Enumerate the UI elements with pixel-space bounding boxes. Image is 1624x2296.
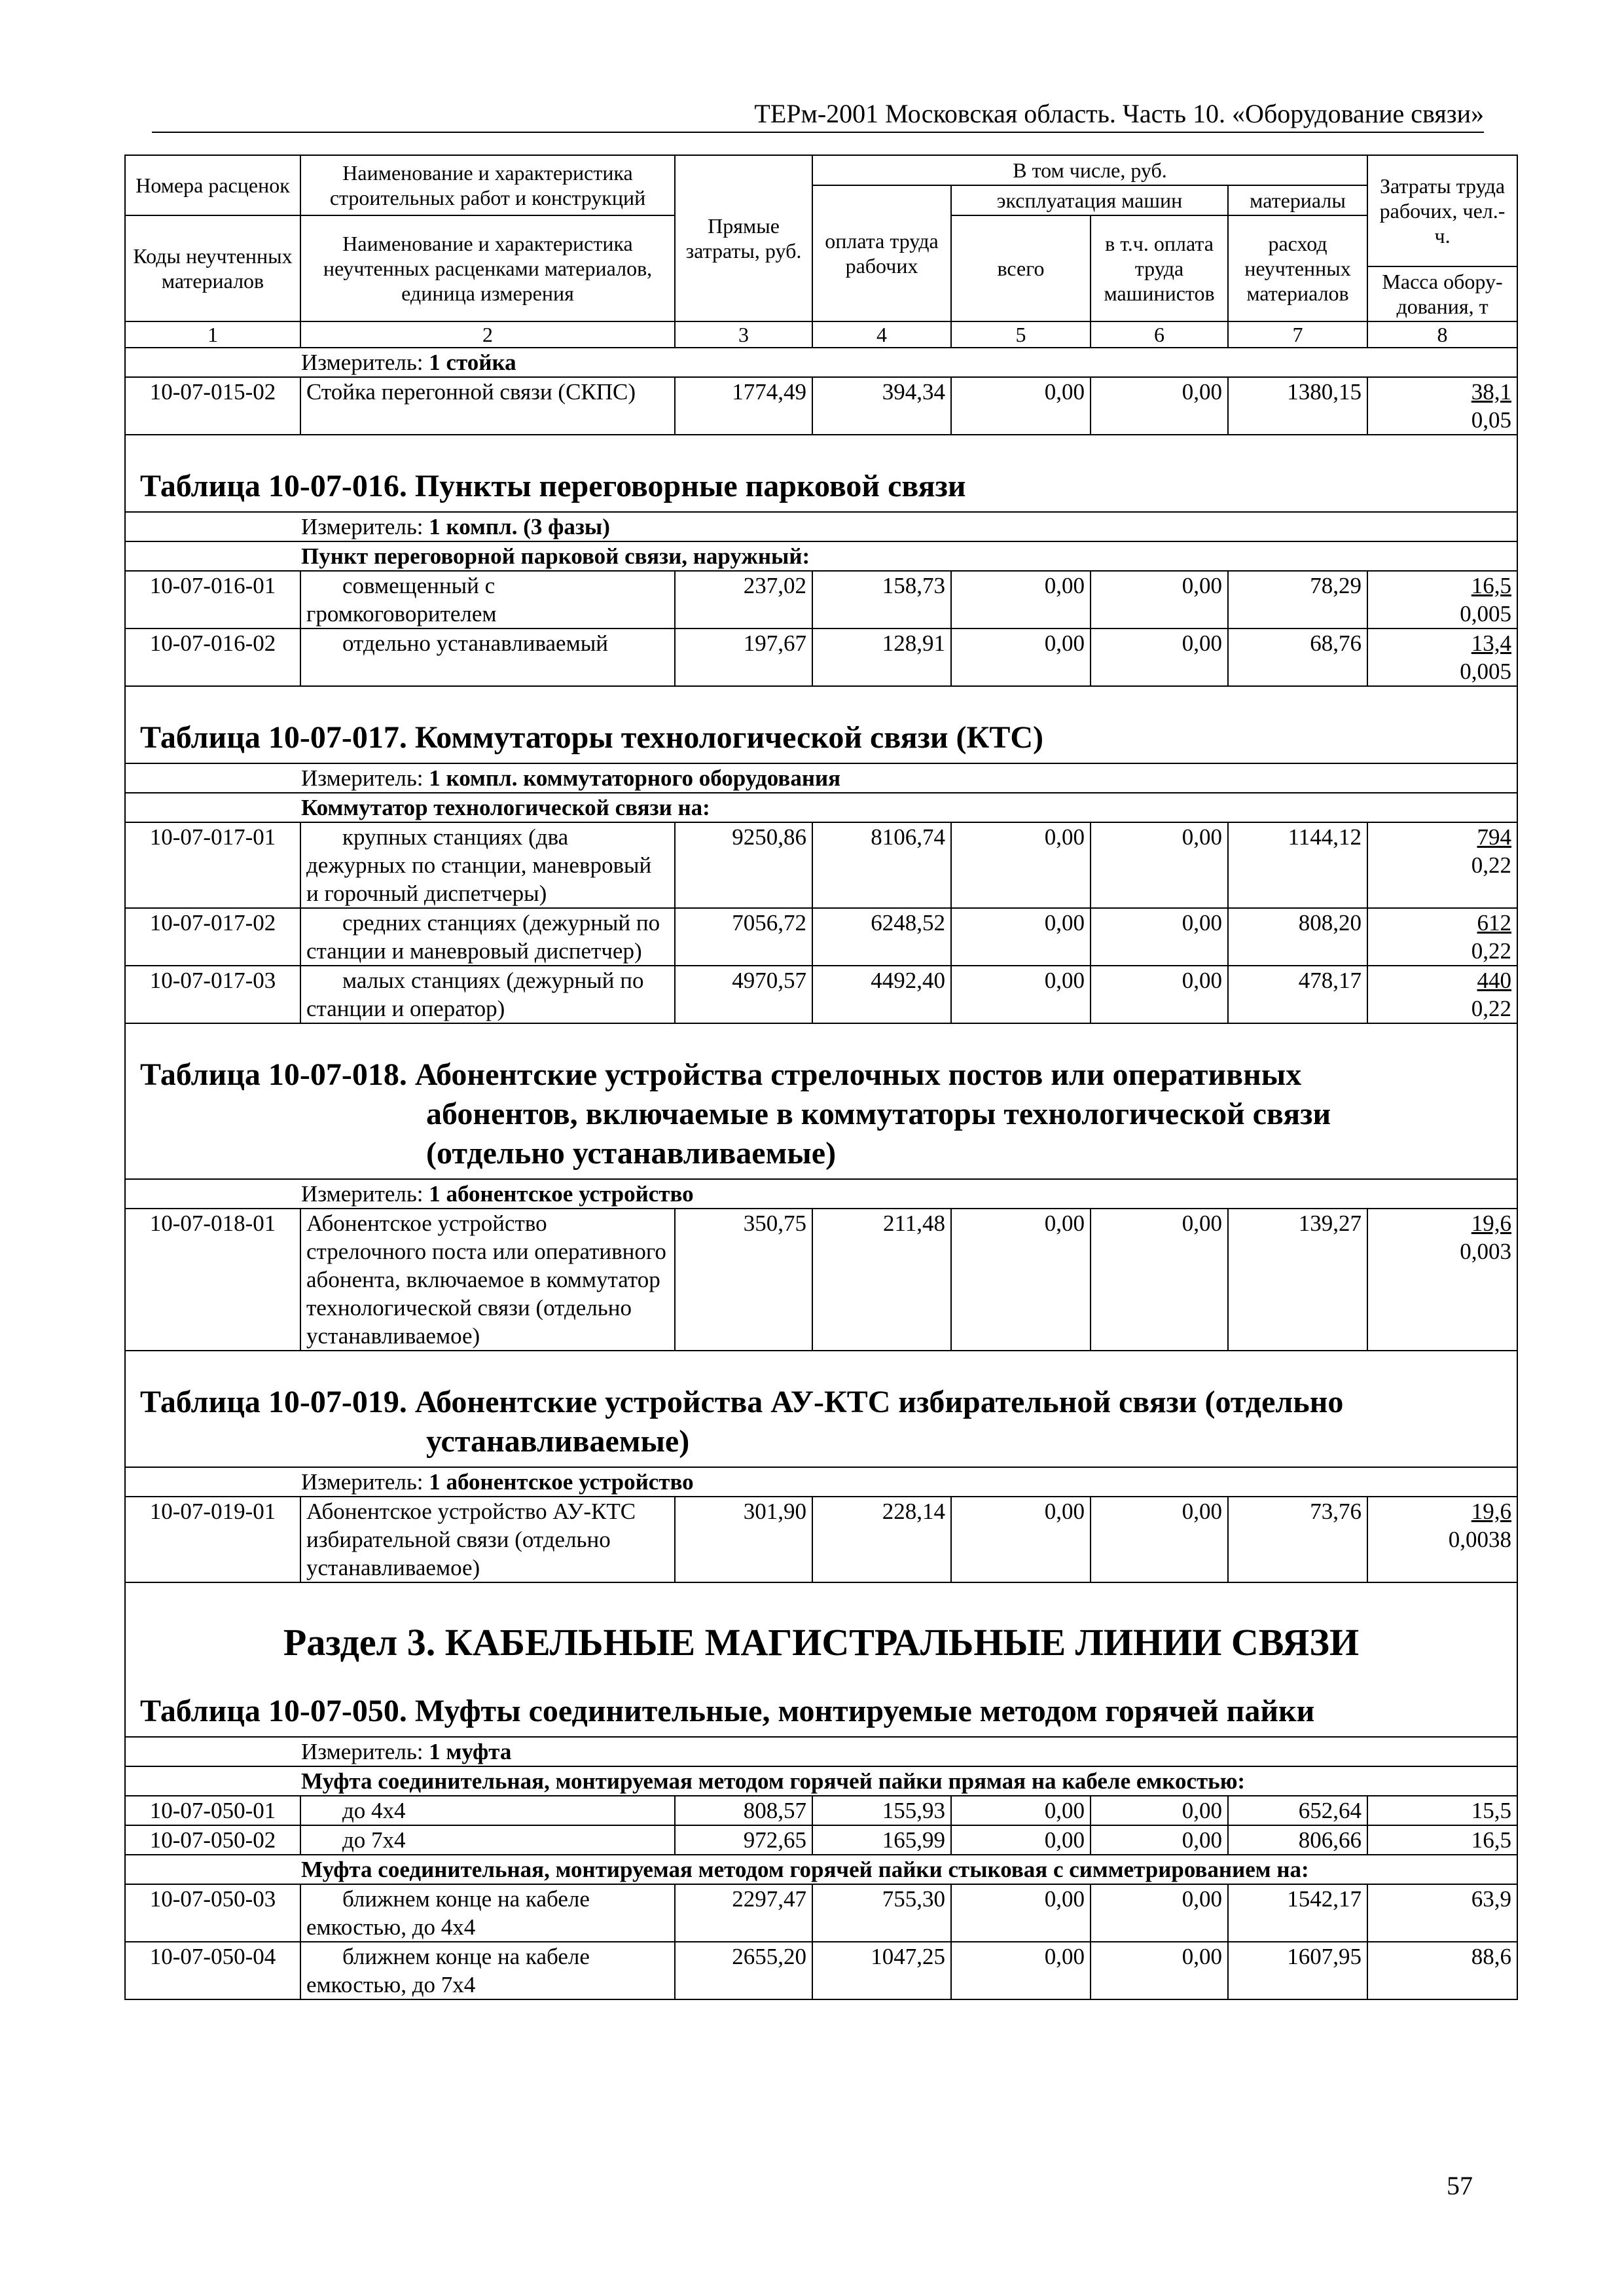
direct-cost: 350,75 bbox=[675, 1209, 812, 1351]
labor-wage: 394,34 bbox=[812, 377, 951, 435]
unit-row bbox=[125, 1467, 1517, 1497]
column-number: 4 bbox=[812, 321, 951, 348]
machines-total: 0,00 bbox=[951, 1825, 1091, 1855]
machines-total: 0,00 bbox=[951, 966, 1091, 1023]
labor-cost-header: Затраты труда рабочих, чел.-ч. bbox=[1367, 155, 1517, 266]
group-title: Коммутатор технологической связи на: bbox=[125, 793, 1517, 822]
rate-name: Абонентское устройство АУ-КТС избирательной связи (отдельно устанавливаемое) bbox=[300, 1497, 675, 1582]
rate-name: средних станциях (дежурный по станции и маневровый диспетчер) bbox=[300, 908, 675, 966]
col1-bottom-header: Коды неучтенных материалов bbox=[125, 215, 300, 321]
direct-cost: 7056,72 bbox=[675, 908, 812, 966]
unit-row bbox=[125, 1179, 1517, 1209]
rates-document bbox=[124, 155, 1517, 2000]
labor-hours: 13,4 bbox=[1471, 630, 1512, 656]
materials-cost: 1607,95 bbox=[1228, 1942, 1367, 1999]
unit-value: 1 компл. коммутаторного оборудования bbox=[429, 765, 841, 791]
machines-total: 0,00 bbox=[951, 1209, 1091, 1351]
direct-cost: 237,02 bbox=[675, 571, 812, 629]
labor-hours: 38,1 bbox=[1471, 379, 1512, 405]
group-row bbox=[125, 541, 1517, 571]
labor-wage: 6248,52 bbox=[812, 908, 951, 966]
unit-value: 1 компл. (3 фазы) bbox=[429, 514, 610, 539]
table-title: Таблица 10-07-017. Коммутаторы технологической связи (КТС) bbox=[140, 720, 1043, 755]
unit-label: Измеритель: bbox=[301, 350, 424, 375]
machines-total: 0,00 bbox=[951, 1497, 1091, 1582]
direct-cost: 4970,57 bbox=[675, 966, 812, 1023]
machines-total-header: всего bbox=[951, 215, 1091, 321]
direct-cost: 1774,49 bbox=[675, 377, 812, 435]
labor-hours: 16,5 bbox=[1471, 573, 1512, 598]
including-header: В том числе, руб. bbox=[812, 155, 1367, 185]
rate-name: ближнем конце на кабеле емкостью, до 7x4 bbox=[300, 1942, 675, 1999]
labor-header: оплата труда рабочих bbox=[812, 185, 951, 321]
unit-value: 1 абонентское устройство bbox=[429, 1181, 694, 1207]
rate-code: 10-07-016-01 bbox=[125, 571, 300, 629]
machines-total: 0,00 bbox=[951, 908, 1091, 966]
machinists-wage: 0,00 bbox=[1091, 571, 1228, 629]
header-rule bbox=[152, 132, 1484, 133]
table-title-line: абонентов, включаемые в коммутаторы технологической связи bbox=[426, 1097, 1331, 1131]
column-number: 5 bbox=[951, 321, 1091, 348]
unit-label: Измеритель: bbox=[301, 1469, 424, 1495]
machines-total: 0,00 bbox=[951, 1884, 1091, 1942]
table-row bbox=[125, 822, 1517, 908]
equipment-mass: 0,003 bbox=[1460, 1239, 1512, 1264]
rate-code: 10-07-016-02 bbox=[125, 629, 300, 686]
column-number: 7 bbox=[1228, 321, 1367, 348]
table-row bbox=[125, 1942, 1517, 1999]
group-title: Муфта соединительная, монтируемая методом горячей пайки прямая на кабеле емкостью: bbox=[125, 1766, 1517, 1796]
col2-top-header: Наименование и характеристика строительных работ и конструкций bbox=[300, 155, 675, 215]
unit-value: 1 муфта bbox=[429, 1739, 512, 1764]
materials-cost: 806,66 bbox=[1228, 1825, 1367, 1855]
rate-name: до 7x4 bbox=[300, 1825, 675, 1855]
column-number: 3 bbox=[675, 321, 812, 348]
column-numbers-row bbox=[125, 321, 1517, 348]
col2-bottom-header: Наименование и характеристика неучтенных расценками материалов, единица измерения bbox=[300, 215, 675, 321]
equipment-mass: 0,005 bbox=[1460, 659, 1512, 684]
rate-code: 10-07-017-01 bbox=[125, 822, 300, 908]
machinists-wage: 0,00 bbox=[1091, 1796, 1228, 1825]
rate-name: отдельно устанавливаемый bbox=[300, 629, 675, 686]
group-title: Пункт переговорной парковой связи, наружный: bbox=[125, 541, 1517, 571]
unit-label: Измеритель: bbox=[301, 514, 424, 539]
machines-total: 0,00 bbox=[951, 629, 1091, 686]
rate-name: до 4x4 bbox=[300, 1796, 675, 1825]
labor-wage: 1047,25 bbox=[812, 1942, 951, 1999]
direct-cost: 301,90 bbox=[675, 1497, 812, 1582]
labor-wage: 155,93 bbox=[812, 1796, 951, 1825]
direct-cost: 9250,86 bbox=[675, 822, 812, 908]
rate-name: Абонентское устройство стрелочного поста или оперативного абонента, включаемое в коммутатор технологической связи (отдельно устанавливаемое) bbox=[300, 1209, 675, 1351]
labor-wage: 228,14 bbox=[812, 1497, 951, 1582]
materials-cost: 78,29 bbox=[1228, 571, 1367, 629]
unit-row bbox=[125, 512, 1517, 541]
equipment-mass: 0,22 bbox=[1471, 852, 1512, 878]
machines-total: 0,00 bbox=[951, 822, 1091, 908]
materials-cost: 478,17 bbox=[1228, 966, 1367, 1023]
direct-cost: 808,57 bbox=[675, 1796, 812, 1825]
unit-row bbox=[125, 1737, 1517, 1766]
rate-code: 10-07-019-01 bbox=[125, 1497, 300, 1582]
machinists-wage: 0,00 bbox=[1091, 966, 1228, 1023]
labor-hours: 612 bbox=[1477, 910, 1512, 936]
table-title-line: устанавливаемые) bbox=[426, 1424, 690, 1459]
column-number: 2 bbox=[300, 321, 675, 348]
table-row bbox=[125, 1825, 1517, 1855]
table-title bbox=[140, 1383, 1502, 1461]
rate-name: совмещенный с громкоговорителем bbox=[300, 571, 675, 629]
equipment-mass: 0,05 bbox=[1471, 407, 1512, 433]
labor-hours: 440 bbox=[1477, 968, 1512, 993]
rate-name: крупных станциях (два дежурных по станции, маневровый и горочный диспетчеры) bbox=[300, 822, 675, 908]
rate-code: 10-07-018-01 bbox=[125, 1209, 300, 1351]
direct-cost: 2655,20 bbox=[675, 1942, 812, 1999]
table-title-line: (отдельно устанавливаемые) bbox=[426, 1136, 837, 1171]
rates-table bbox=[124, 155, 1518, 2000]
materials-cost: 808,20 bbox=[1228, 908, 1367, 966]
labor-hours: 19,6 bbox=[1471, 1499, 1512, 1524]
labor-wage: 158,73 bbox=[812, 571, 951, 629]
rate-code: 10-07-017-03 bbox=[125, 966, 300, 1023]
direct-cost: 972,65 bbox=[675, 1825, 812, 1855]
col1-top-header: Номера расценок bbox=[125, 155, 300, 215]
group-title: Муфта соединительная, монтируемая методом горячей пайки стыковая с симметрированием на: bbox=[125, 1855, 1517, 1884]
machinists-wage: 0,00 bbox=[1091, 1825, 1228, 1855]
unit-row bbox=[125, 763, 1517, 793]
rate-name: ближнем конце на кабеле емкостью, до 4x4 bbox=[300, 1884, 675, 1942]
page-number: 57 bbox=[1447, 2171, 1473, 2200]
rate-code: 10-07-050-01 bbox=[125, 1796, 300, 1825]
table-row bbox=[125, 1209, 1517, 1351]
table-row bbox=[125, 1796, 1517, 1825]
table-row bbox=[125, 377, 1517, 435]
section-title: Раздел 3. КАБЕЛЬНЫЕ МАГИСТРАЛЬНЫЕ ЛИНИИ СВЯЗИ bbox=[283, 1621, 1360, 1664]
machinists-wage: 0,00 bbox=[1091, 1884, 1228, 1942]
labor-hours: 15,5 bbox=[1367, 1796, 1517, 1825]
labor-wage: 211,48 bbox=[812, 1209, 951, 1351]
labor-wage: 4492,40 bbox=[812, 966, 951, 1023]
labor-hours: 88,6 bbox=[1367, 1942, 1517, 1999]
column-number: 6 bbox=[1091, 321, 1228, 348]
group-row bbox=[125, 793, 1517, 822]
column-number: 8 bbox=[1367, 321, 1517, 348]
rate-name: Стойка перегонной связи (СКПС) bbox=[300, 377, 675, 435]
rate-code: 10-07-017-02 bbox=[125, 908, 300, 966]
direct-cost: 2297,47 bbox=[675, 1884, 812, 1942]
table-row bbox=[125, 908, 1517, 966]
machinists-wage: 0,00 bbox=[1091, 822, 1228, 908]
machinists-wage: 0,00 bbox=[1091, 1497, 1228, 1582]
machinists-wage: 0,00 bbox=[1091, 1942, 1228, 1999]
unit-label: Измеритель: bbox=[301, 1739, 424, 1764]
table-title: Таблица 10-07-016. Пункты переговорные парковой связи bbox=[140, 469, 966, 503]
unit-value: 1 абонентское устройство bbox=[429, 1469, 694, 1495]
machinists-wage: 0,00 bbox=[1091, 908, 1228, 966]
unit-value: 1 стойка bbox=[429, 350, 516, 375]
materials-cost: 139,27 bbox=[1228, 1209, 1367, 1351]
table-title-line: Таблица 10-07-018. Абонентские устройства стрелочных постов или оперативных bbox=[140, 1057, 1302, 1092]
table-row bbox=[125, 571, 1517, 629]
table-title: Таблица 10-07-050. Муфты соединительные, монтируемые методом горячей пайки bbox=[140, 1694, 1315, 1728]
rate-code: 10-07-050-03 bbox=[125, 1884, 300, 1942]
labor-wage: 128,91 bbox=[812, 629, 951, 686]
table-row bbox=[125, 1497, 1517, 1582]
direct-cost: 197,67 bbox=[675, 629, 812, 686]
group-row bbox=[125, 1766, 1517, 1796]
labor-wage: 755,30 bbox=[812, 1884, 951, 1942]
machinists-wage: 0,00 bbox=[1091, 1209, 1228, 1351]
materials-cost: 1542,17 bbox=[1228, 1884, 1367, 1942]
running-header: ТЕРм-2001 Московская область. Часть 10. «Оборудование связи» bbox=[754, 99, 1484, 128]
column-number: 1 bbox=[125, 321, 300, 348]
materials-cost: 1380,15 bbox=[1228, 377, 1367, 435]
table-title bbox=[140, 1055, 1502, 1173]
equipment-mass: 0,005 bbox=[1460, 601, 1512, 627]
materials-header: материалы bbox=[1228, 185, 1367, 215]
table-row bbox=[125, 629, 1517, 686]
labor-wage: 8106,74 bbox=[812, 822, 951, 908]
rate-code: 10-07-050-04 bbox=[125, 1942, 300, 1999]
rate-code: 10-07-015-02 bbox=[125, 377, 300, 435]
table-header bbox=[125, 155, 1517, 348]
labor-wage: 165,99 bbox=[812, 1825, 951, 1855]
group-row bbox=[125, 1855, 1517, 1884]
unit-row bbox=[125, 348, 1517, 377]
labor-hours: 19,6 bbox=[1471, 1211, 1512, 1236]
labor-hours: 16,5 bbox=[1367, 1825, 1517, 1855]
machines-total: 0,00 bbox=[951, 1796, 1091, 1825]
labor-hours: 63,9 bbox=[1367, 1884, 1517, 1942]
machinists-wage: 0,00 bbox=[1091, 377, 1228, 435]
mass-header: Масса обору-дования, т bbox=[1367, 266, 1517, 321]
labor-hours: 794 bbox=[1477, 824, 1512, 850]
equipment-mass: 0,0038 bbox=[1448, 1527, 1512, 1552]
unit-label: Измеритель: bbox=[301, 1181, 424, 1207]
equipment-mass: 0,22 bbox=[1471, 938, 1512, 964]
table-row bbox=[125, 1884, 1517, 1942]
table-title-line: Таблица 10-07-019. Абонентские устройства АУ-КТС избирательной связи (отдельно bbox=[140, 1385, 1344, 1419]
machines-total: 0,00 bbox=[951, 377, 1091, 435]
materials-cost: 73,76 bbox=[1228, 1497, 1367, 1582]
materials-cost: 68,76 bbox=[1228, 629, 1367, 686]
col3-header: Прямые затраты, руб. bbox=[675, 155, 812, 321]
rate-code: 10-07-050-02 bbox=[125, 1825, 300, 1855]
machines-total: 0,00 bbox=[951, 571, 1091, 629]
table-row bbox=[125, 966, 1517, 1023]
machines-header: эксплуатация машин bbox=[951, 185, 1228, 215]
machinists-wage: 0,00 bbox=[1091, 629, 1228, 686]
machines-total: 0,00 bbox=[951, 1942, 1091, 1999]
materials-cost: 652,64 bbox=[1228, 1796, 1367, 1825]
rate-name: малых станциях (дежурный по станции и оператор) bbox=[300, 966, 675, 1023]
materials-expense-header: расход неучтенных материалов bbox=[1228, 215, 1367, 321]
materials-cost: 1144,12 bbox=[1228, 822, 1367, 908]
unit-label: Измеритель: bbox=[301, 765, 424, 791]
machinists-labor-header: в т.ч. оплата труда машинистов bbox=[1091, 215, 1228, 321]
equipment-mass: 0,22 bbox=[1471, 996, 1512, 1021]
